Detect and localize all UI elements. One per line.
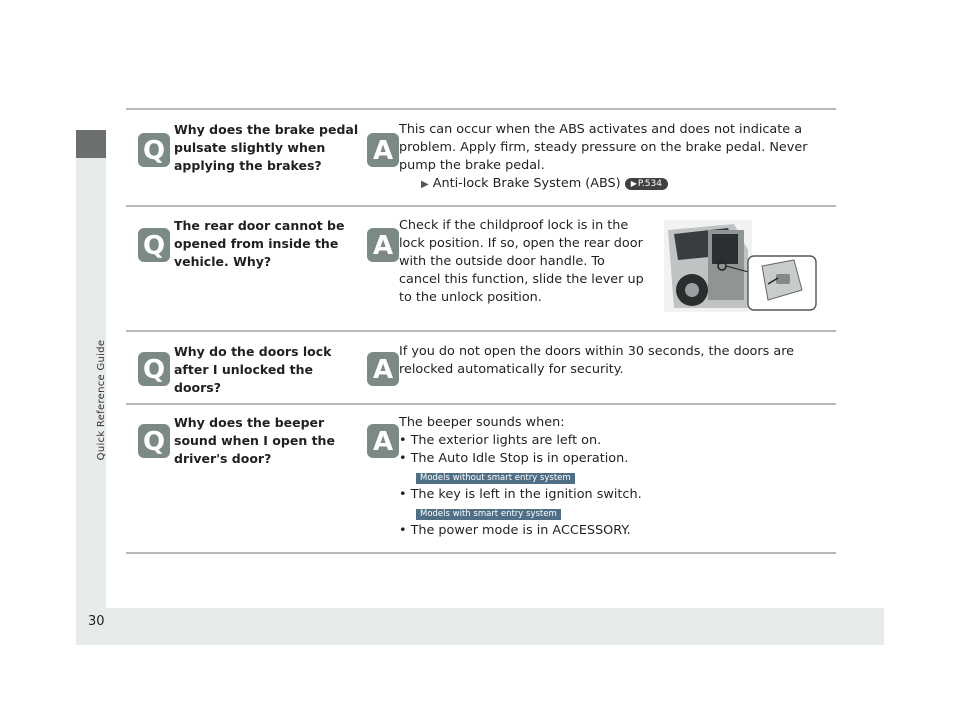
answer-text: This can occur when the ABS activates and does not indicate a problem. Apply firm, steady pressure on the brake pedal. Never pump the brake pedal. — [399, 122, 808, 173]
reference-link[interactable] — [399, 175, 829, 194]
bullet-dot-icon: • — [399, 451, 407, 466]
svg-text:Q: Q — [142, 231, 166, 261]
model-tag: Models with smart entry system — [416, 509, 561, 520]
answer-text: Check if the childproof lock is in the lock position. If so, open the rear door with the outside door handle. To cancel this function, slide the lever up to the unlock position. — [399, 218, 644, 305]
question-icon — [138, 424, 170, 458]
divider — [126, 108, 836, 110]
question-text: Why do the doors lock after I unlocked the doors? — [174, 344, 332, 395]
answer-block — [399, 121, 829, 194]
reference-title: Anti-lock Brake System (ABS) — [432, 176, 621, 191]
divider — [126, 552, 836, 554]
svg-text:A: A — [372, 231, 394, 261]
childproof-lock-illustration — [664, 220, 818, 312]
svg-text:Q: Q — [142, 136, 166, 166]
right-triangle-icon: ▶ — [421, 179, 429, 190]
svg-text:Q: Q — [142, 427, 166, 457]
right-triangle-icon: ▶ — [630, 179, 637, 188]
list-item: • The power mode is in ACCESSORY. — [399, 523, 631, 538]
answer-icon — [367, 424, 399, 458]
question-text: The rear door cannot be opened from inside the vehicle. Why? — [174, 218, 345, 269]
svg-text:A: A — [372, 136, 394, 166]
section-label: Quick Reference Guide — [96, 339, 107, 461]
answer-text: If you do not open the doors within 30 seconds, the doors are relocked automatically for security. — [399, 344, 795, 377]
section-tab — [76, 130, 106, 158]
model-tag: Models without smart entry system — [416, 473, 575, 484]
list-item: • The key is left in the ignition switch. — [399, 487, 642, 502]
list-item: • The Auto Idle Stop is in operation. — [399, 451, 629, 466]
answer-icon — [367, 228, 399, 262]
bullet-dot-icon: • — [399, 487, 407, 502]
question-icon — [138, 352, 170, 386]
question-icon — [138, 228, 170, 262]
page-number: 30 — [88, 614, 105, 629]
divider — [126, 330, 836, 332]
question-text: Why does the brake pedal pulsate slightly when applying the brakes? — [174, 122, 359, 173]
bullet-dot-icon: • — [399, 523, 407, 538]
svg-text:A: A — [372, 427, 394, 457]
page-reference-badge[interactable]: ▶P.534 — [625, 178, 668, 190]
list-item: • The exterior lights are left on. — [399, 433, 602, 448]
answer-icon — [367, 133, 399, 167]
svg-text:A: A — [372, 355, 394, 385]
answer-intro: The beeper sounds when: — [399, 415, 565, 430]
question-text: Why does the beeper sound when I open the driver's door? — [174, 415, 335, 466]
bullet-dot-icon: • — [399, 433, 407, 448]
question-icon — [138, 133, 170, 167]
divider — [126, 403, 836, 405]
answer-block — [399, 414, 829, 540]
divider — [126, 205, 836, 207]
answer-icon — [367, 352, 399, 386]
svg-text:Q: Q — [142, 355, 166, 385]
